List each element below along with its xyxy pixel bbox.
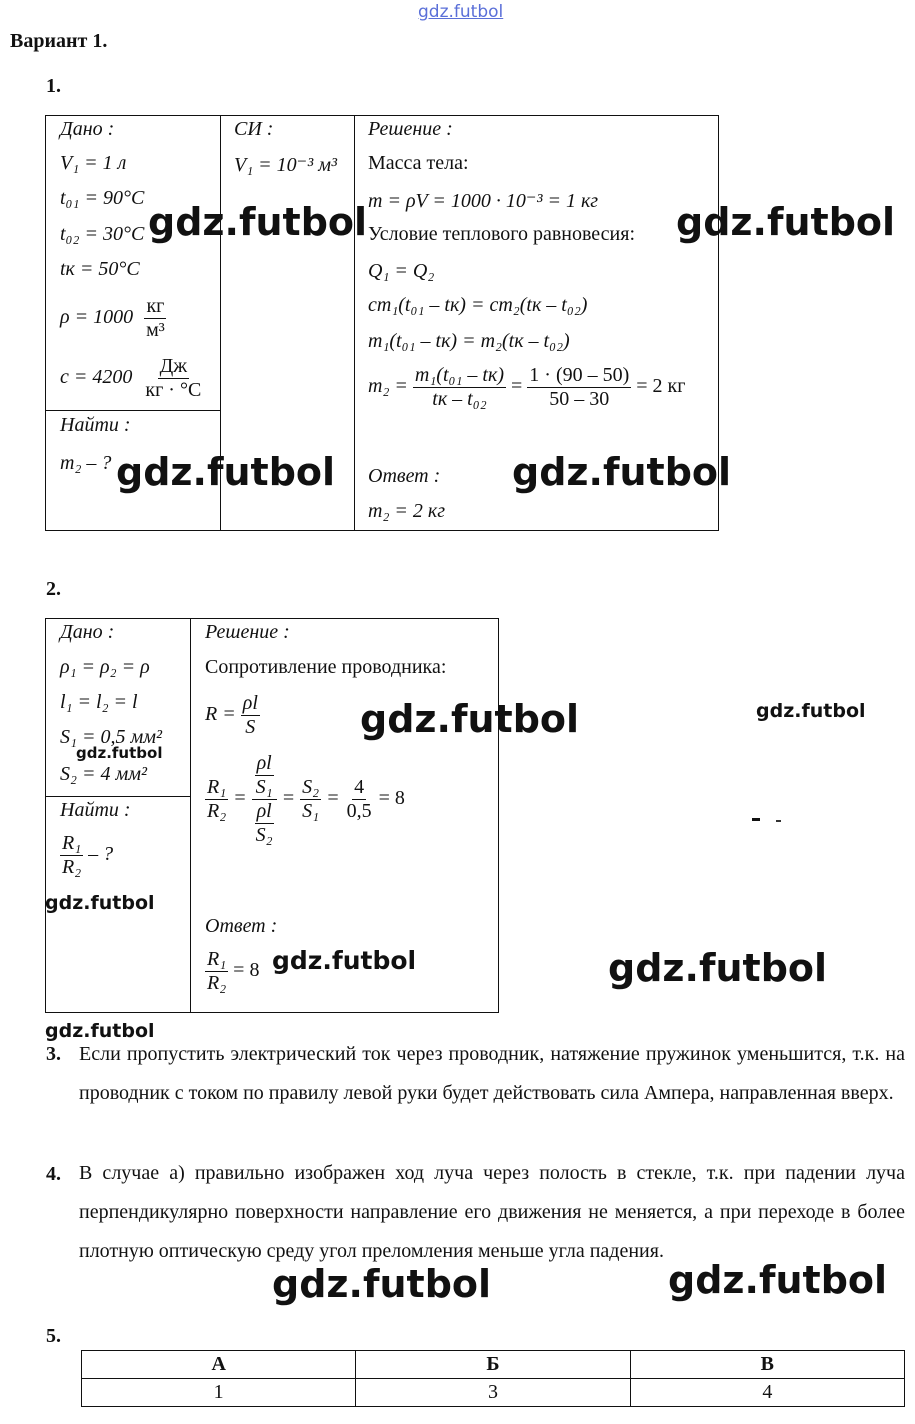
task2-given-find-divider (45, 796, 190, 797)
task1-given-c: c = 4200 $\frac{Дж}{кг \cdot ^\circ C}$ (60, 355, 202, 401)
task1-given-rho: ρ = 1000 $\frac{кг}{\text{м³}}$ (60, 295, 165, 341)
task1-si-header: СИ : (234, 118, 274, 140)
task2-find: $\frac{\text{R₁}}{\text{R₂}}$ – ? (62, 832, 114, 878)
task5-header-b: Б (356, 1351, 630, 1379)
watermark: gdz.futbol (45, 892, 155, 914)
watermark: gdz.futbol (512, 450, 732, 494)
watermark: gdz.futbol (756, 700, 866, 722)
task5-header-row (82, 1351, 905, 1379)
task1-solution-line-4: Q₁ = Q₂ (368, 260, 435, 282)
watermark-top: gdz.futbol (418, 2, 504, 22)
task5-value-a: 1 (82, 1379, 356, 1407)
task3-text: Если пропустить электрический ток через проводник, натяжение пружинок уменьшится, т.к. на проводник с током по правилу левой руки будет действовать сила Ампера, направленная вверх. (79, 1043, 905, 1104)
watermark: gdz.futbol (272, 946, 417, 975)
task5-header-v: В (630, 1351, 904, 1379)
task2-answer: $\frac{\text{R₁}}{\text{R₂}}$ = 8 (207, 948, 260, 994)
task3-number: 3. (46, 1043, 61, 1065)
task1-given-t02: t₀₂ = 30°C (60, 223, 145, 245)
task1-divider-2 (354, 115, 355, 530)
task1-solution-m2: m₂ = $\frac{\text{m₁(t₀₁ – tк)}}{\text{tк – t₀₂}}$ = $\frac{1 \cdot (90 - 50)}{50 - 30}$ = 2 кг (368, 364, 686, 410)
task1-solution-line-6: m₁(t₀₁ – tк) = m₂(tк – t₀₂) (368, 330, 570, 352)
watermark: gdz.futbol (360, 697, 580, 741)
task1-find-header: Найти : (60, 414, 131, 436)
task1-given-v1: V₁ = 1 л (60, 152, 127, 174)
watermark: gdz.futbol (608, 946, 828, 990)
watermark: gdz.futbol (45, 1020, 155, 1042)
task1-solution-line-1: Масса тела: (368, 152, 469, 174)
task2-given-rho: ρ₁ = ρ₂ = ρ (60, 656, 150, 678)
task2-formula-r: R = $\frac{\rho l}{S}$ (205, 692, 258, 738)
stray-mark (752, 818, 760, 821)
task5-number: 5. (46, 1325, 61, 1347)
task5-value-row (82, 1379, 905, 1407)
stray-mark (776, 820, 781, 822)
task5-table (81, 1350, 905, 1407)
task2-given-header: Дано : (60, 621, 115, 643)
task1-si-value: V₁ = 10⁻³ м³ (234, 154, 337, 176)
task1-given-header: Дано : (60, 118, 115, 140)
task5-value-b: 3 (356, 1379, 630, 1407)
watermark: gdz.futbol (76, 744, 163, 762)
task1-solution-line-3: Условие теплового равновесия: (368, 223, 636, 245)
task1-find: m₂ – ? (60, 452, 112, 474)
watermark: gdz.futbol (272, 1262, 492, 1306)
task2-answer-header: Ответ : (205, 915, 278, 937)
task5-header-a: А (82, 1351, 356, 1379)
task5-value-v: 4 (630, 1379, 904, 1407)
task1-solution-line-5: cm₁(t₀₁ – tк) = cm₂(tк – t₀₂) (368, 294, 588, 316)
watermark: gdz.futbol (676, 200, 896, 244)
task2-formula-ratio: $\frac{\text{R₁}}{\text{R₂}}$ = $\frac{\frac{\rho l}{\text{S₁}}}{\frac{\rho l}{\text{S₂}}}$ = $\frac{\text{S₂}}{\text{S₁}}$ = $\frac{4}{0,5}$ = 8 (207, 752, 405, 846)
task1-given-t01: t₀₁ = 90°C (60, 187, 145, 209)
task2-find-header: Найти : (60, 799, 131, 821)
task2-given-s1: S₁ = 0,5 мм² (60, 726, 162, 748)
watermark: gdz.futbol (148, 200, 368, 244)
task2-solution-title: Сопротивление проводника: (205, 656, 447, 678)
task2-given-s2: S₂ = 4 мм² (60, 763, 147, 785)
watermark: gdz.futbol (668, 1258, 888, 1302)
task1-answer-header: Ответ : (368, 465, 441, 487)
task4-text: В случае а) правильно изображен ход луча через полость в стекле, т.к. при падении луча перпендикулярно поверхности направление его движения не меняется, а при переходе в более плотную оптическую среду угол преломления меньше угла падения. (79, 1162, 905, 1262)
task2-number: 2. (46, 578, 61, 600)
task1-number: 1. (46, 75, 61, 97)
task2-solution-header: Решение : (205, 621, 290, 643)
task1-given-find-divider (45, 410, 220, 411)
task1-answer: m₂ = 2 кг (368, 500, 446, 522)
task1-solution-header: Решение : (368, 118, 453, 140)
task1-given-tk: tк = 50°C (60, 258, 140, 280)
task4-number: 4. (46, 1163, 61, 1185)
task2-divider (190, 618, 191, 1012)
task1-solution-line-2: m = ρV = 1000 · 10⁻³ = 1 кг (368, 190, 599, 212)
task2-given-l: l₁ = l₂ = l (60, 691, 138, 713)
variant-title: Вариант 1. (10, 30, 108, 52)
watermark: gdz.futbol (116, 450, 336, 494)
